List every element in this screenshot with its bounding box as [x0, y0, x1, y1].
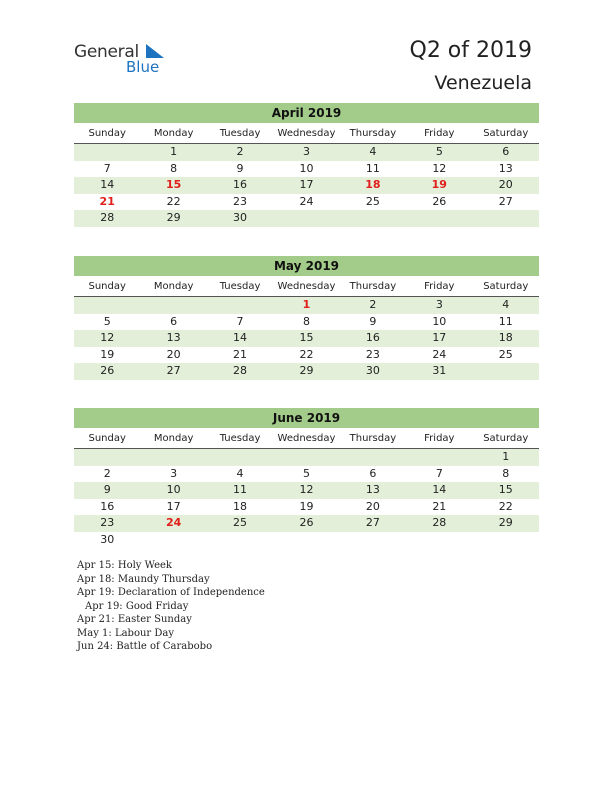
day-cell: 17	[299, 178, 314, 191]
day-cell	[406, 449, 472, 466]
day-cell	[473, 532, 539, 549]
day-cell	[473, 363, 539, 380]
day-cell: 6	[170, 314, 178, 328]
day-cell	[273, 449, 339, 466]
weekday-label: Wednesday	[277, 433, 336, 444]
holiday-note: Apr 15: Holy Week	[77, 560, 172, 571]
weekday-label: Thursday	[349, 128, 397, 139]
day-cell: 13	[365, 483, 380, 496]
day-cell: 25	[498, 347, 513, 361]
day-cell: 17	[432, 331, 447, 344]
day-cell: 4	[502, 298, 510, 311]
day-cell	[207, 532, 273, 549]
day-cell: 29	[299, 364, 314, 377]
day-cell: 31	[432, 364, 447, 377]
weekday-label: Sunday	[88, 433, 126, 444]
day-cell: 28	[100, 211, 115, 224]
day-cell	[140, 297, 206, 314]
day-cell	[207, 449, 273, 466]
day-cell	[340, 449, 406, 466]
day-cell	[74, 144, 140, 161]
week-row	[74, 347, 539, 364]
weekday-label: Monday	[153, 281, 194, 292]
weekday-label: Tuesday	[219, 128, 261, 139]
day-cell: 10	[432, 314, 447, 328]
day-cell: 3	[435, 298, 443, 311]
day-cell: 1	[170, 145, 178, 158]
day-cell: 23	[365, 347, 380, 361]
day-cell: 18	[233, 499, 248, 513]
holiday-note: Apr 18: Maundy Thursday	[77, 573, 210, 585]
holiday-note: May 1: Labour Day	[77, 627, 174, 639]
day-cell: 7	[236, 314, 244, 328]
day-cell: 23	[100, 516, 115, 529]
day-cell: 11	[365, 161, 380, 175]
day-cell: 21	[233, 347, 248, 361]
day-cell: 21	[432, 499, 447, 513]
day-cell: 26	[432, 194, 447, 208]
day-cell: 11	[498, 314, 513, 328]
day-cell: 16	[365, 331, 380, 344]
day-cell	[340, 532, 406, 549]
day-cell: 20	[365, 499, 380, 513]
holiday-date: 1	[302, 298, 311, 311]
week-row	[74, 161, 539, 178]
logo-word-blue: Blue	[126, 58, 160, 76]
day-cell: 22	[498, 499, 513, 513]
weekday-label: Saturday	[483, 281, 529, 292]
day-cell: 11	[233, 483, 248, 496]
day-cell: 3	[302, 145, 310, 158]
day-cell: 18	[498, 331, 513, 344]
day-cell: 12	[299, 483, 314, 496]
day-cell: 24	[432, 347, 447, 361]
day-cell: 14	[100, 178, 115, 191]
day-cell: 8	[170, 161, 178, 175]
week-row	[74, 363, 539, 380]
day-cell: 25	[365, 194, 380, 208]
holiday-note: Apr 21: Easter Sunday	[77, 614, 192, 625]
month-header: April 2019	[74, 103, 539, 123]
day-cell: 3	[170, 466, 178, 480]
week-row	[74, 297, 539, 314]
week-row	[74, 210, 539, 227]
weekday-label: Thursday	[349, 433, 397, 444]
weekday-label: Tuesday	[219, 281, 261, 292]
day-cell	[74, 449, 140, 466]
day-cell	[406, 532, 472, 549]
day-cell: 24	[299, 194, 314, 208]
day-cell: 22	[299, 347, 314, 361]
day-cell	[473, 210, 539, 227]
week-row	[74, 466, 539, 483]
day-cell	[207, 297, 273, 314]
weekday-label: Sunday	[88, 128, 126, 139]
day-cell: 17	[166, 499, 181, 513]
day-cell: 20	[166, 347, 181, 361]
day-cell: 1	[502, 450, 510, 463]
day-cell: 30	[100, 532, 115, 546]
day-cell: 22	[166, 194, 181, 208]
weekday-label: Saturday	[483, 128, 529, 139]
holiday-date: 19	[431, 178, 447, 191]
holiday-date: 18	[365, 178, 381, 191]
day-cell: 4	[369, 145, 377, 158]
day-cell: 13	[498, 161, 513, 175]
day-cell: 26	[100, 364, 115, 377]
week-row	[74, 144, 539, 161]
holiday-note: Jun 24: Battle of Carabobo	[77, 641, 213, 652]
week-row	[74, 177, 539, 194]
month-april	[74, 103, 539, 227]
day-cell: 13	[166, 331, 181, 344]
day-cell: 7	[103, 161, 111, 175]
day-cell: 27	[498, 194, 513, 208]
generalblue-logo	[74, 42, 174, 76]
day-cell: 5	[302, 466, 310, 480]
day-cell: 7	[435, 466, 443, 480]
weekday-row	[74, 279, 539, 297]
day-cell: 2	[236, 145, 244, 158]
week-row	[74, 482, 539, 499]
day-cell: 2	[103, 466, 111, 480]
country-name: Venezuela	[434, 72, 532, 94]
week-row	[74, 330, 539, 347]
weekday-label: Wednesday	[277, 281, 336, 292]
day-cell: 12	[432, 161, 447, 175]
weekday-row	[74, 431, 539, 449]
week-row	[74, 532, 539, 549]
day-cell	[273, 210, 339, 227]
day-cell: 19	[299, 499, 314, 513]
day-cell: 20	[498, 178, 513, 191]
week-row	[74, 499, 539, 516]
day-cell: 14	[432, 483, 447, 496]
day-cell: 28	[233, 364, 248, 377]
holiday-date: 24	[165, 516, 182, 529]
day-cell: 28	[432, 516, 447, 529]
month-header: May 2019	[74, 256, 539, 276]
weekday-label: Saturday	[483, 433, 529, 444]
holiday-notes	[77, 559, 265, 654]
week-row	[74, 314, 539, 331]
weekday-label: Wednesday	[277, 128, 336, 139]
day-cell: 5	[103, 314, 111, 328]
day-cell: 27	[365, 516, 380, 529]
month-june	[74, 408, 539, 548]
page-title: Q2 of 2019	[409, 38, 532, 63]
day-cell: 14	[233, 331, 248, 344]
day-cell: 6	[502, 145, 510, 158]
day-cell: 16	[100, 499, 115, 513]
day-cell: 8	[302, 314, 310, 328]
day-cell: 10	[299, 161, 314, 175]
day-cell: 26	[299, 516, 314, 529]
logo-word-general: General	[74, 42, 139, 62]
weekday-label: Tuesday	[219, 433, 261, 444]
day-cell	[273, 532, 339, 549]
day-cell	[340, 210, 406, 227]
day-cell: 9	[369, 314, 377, 328]
month-header: June 2019	[74, 408, 539, 428]
day-cell	[74, 297, 140, 314]
week-row	[74, 194, 539, 211]
holiday-date: 15	[165, 178, 182, 191]
day-cell: 5	[435, 145, 443, 158]
weekday-label: Friday	[424, 433, 455, 444]
day-cell: 9	[236, 161, 244, 175]
day-cell	[140, 532, 206, 549]
weekday-row	[74, 126, 539, 144]
day-cell: 29	[166, 211, 181, 224]
day-cell: 25	[233, 516, 248, 529]
day-cell: 30	[233, 211, 248, 224]
holiday-note: Apr 19: Good Friday	[85, 600, 189, 612]
day-cell: 10	[166, 483, 181, 496]
holiday-date: 21	[99, 194, 115, 208]
day-cell: 8	[502, 466, 510, 480]
day-cell	[140, 449, 206, 466]
day-cell: 2	[369, 298, 377, 311]
day-cell: 6	[369, 466, 377, 480]
week-row	[74, 449, 539, 466]
day-cell: 29	[498, 516, 513, 529]
day-cell: 30	[365, 364, 380, 377]
day-cell: 23	[233, 194, 248, 208]
day-cell: 15	[498, 483, 513, 496]
weekday-label: Thursday	[349, 281, 397, 292]
day-cell: 4	[236, 466, 244, 480]
weekday-label: Monday	[153, 128, 194, 139]
day-cell: 12	[100, 331, 115, 344]
month-may	[74, 256, 539, 380]
day-cell: 19	[100, 347, 115, 361]
weekday-label: Monday	[153, 433, 194, 444]
day-cell: 9	[103, 483, 111, 496]
day-cell	[406, 210, 472, 227]
day-cell: 16	[233, 178, 248, 191]
day-cell: 15	[299, 331, 314, 344]
weekday-label: Sunday	[88, 281, 126, 292]
weekday-label: Friday	[424, 128, 455, 139]
weekday-label: Friday	[424, 281, 455, 292]
holiday-note: Apr 19: Declaration of Independence	[77, 587, 265, 598]
day-cell: 27	[166, 364, 181, 377]
week-row	[74, 515, 539, 532]
